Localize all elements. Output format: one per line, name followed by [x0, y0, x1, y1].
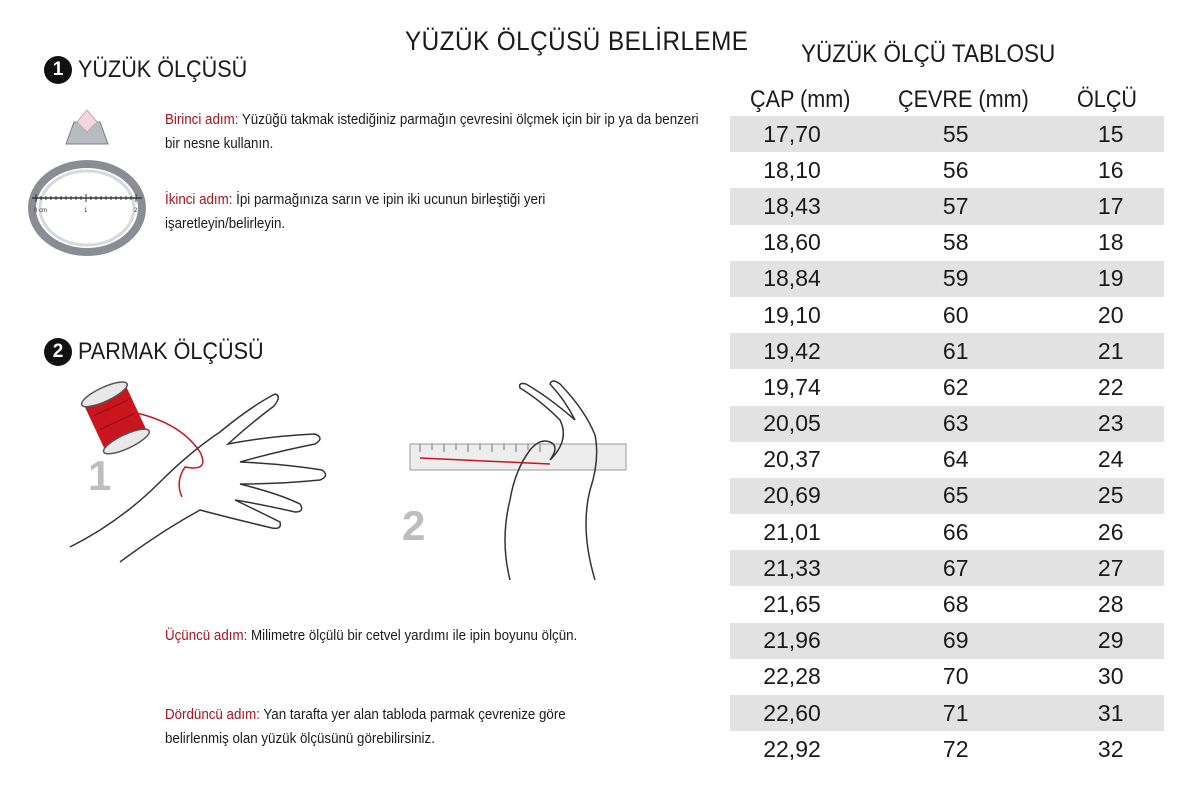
step-2-text: İpi parmağınıza sarın ve ipin iki ucunun birleştiği yeri işaretleyin/belirleyin. [165, 192, 546, 232]
section-1-title: YÜZÜK ÖLÇÜSÜ [78, 56, 248, 83]
diameter-cell: 22,28 [763, 663, 821, 690]
step-1-text: Yüzüğü takmak istediğiniz parmağın çevresini ölçmek için bir ip ya da benzeri bir nesne kullanın. [165, 112, 699, 152]
size-cell: 31 [1097, 699, 1124, 726]
size-cell: 22 [1097, 373, 1124, 400]
circumference-cell: 64 [942, 446, 969, 473]
size-cell: 23 [1097, 410, 1124, 437]
hand-step-2-number: 2 [402, 502, 426, 549]
circumference-cell: 60 [942, 301, 969, 328]
diameter-cell: 21,96 [763, 627, 821, 654]
step-4-text: Yan tarafta yer alan tabloda parmak çevrenize göre belirlenmiş olan yüzük ölçüsünü görebilirsiniz. [165, 707, 566, 747]
circumference-cell: 70 [942, 663, 969, 690]
table-row [730, 442, 1164, 478]
circumference-cell: 63 [942, 410, 969, 437]
section-1-number: 1 [44, 56, 72, 84]
circumference-cell: 55 [942, 120, 969, 147]
size-cell: 17 [1097, 192, 1124, 219]
size-cell: 32 [1097, 735, 1124, 762]
section-2-title: PARMAK ÖLÇÜSÜ [78, 338, 264, 365]
size-cell: 27 [1097, 554, 1124, 581]
table-row [730, 369, 1164, 405]
diameter-cell: 19,10 [763, 301, 821, 328]
diameter-cell: 20,05 [763, 410, 821, 437]
table-row [730, 623, 1164, 659]
diameter-cell: 19,74 [763, 373, 821, 400]
circumference-cell: 56 [942, 156, 969, 183]
table-row [730, 188, 1164, 224]
circumference-cell: 67 [942, 554, 969, 581]
size-cell: 21 [1097, 337, 1124, 364]
diameter-cell: 18,84 [763, 265, 821, 292]
hand-step-1-number: 1 [88, 452, 112, 499]
circumference-cell: 66 [942, 518, 969, 545]
table-row [730, 116, 1164, 152]
circumference-cell: 61 [942, 337, 969, 364]
section-2-heading [44, 338, 284, 366]
size-cell: 16 [1097, 156, 1124, 183]
step-3-text: Milimetre ölçülü bir cetvel yardımı ile ipin boyunu ölçün. [251, 628, 578, 644]
diameter-cell: 20,37 [763, 446, 821, 473]
diameter-cell: 21,33 [763, 554, 821, 581]
size-cell: 24 [1097, 446, 1124, 473]
circumference-cell: 69 [942, 627, 969, 654]
step-4-label: Dördüncü adım: [165, 707, 260, 723]
diameter-cell: 22,92 [763, 735, 821, 762]
circumference-cell: 71 [942, 699, 969, 726]
step-3 [165, 624, 597, 648]
circumference-cell: 59 [942, 265, 969, 292]
header-size: ÖLÇÜ [1077, 86, 1138, 113]
step-2-label: İkinci adım: [165, 192, 233, 208]
table-row [730, 406, 1164, 442]
diameter-cell: 20,69 [763, 482, 821, 509]
circumference-cell: 65 [942, 482, 969, 509]
circumference-cell: 58 [942, 229, 969, 256]
size-cell: 19 [1097, 265, 1124, 292]
diameter-cell: 21,01 [763, 518, 821, 545]
page-title: YÜZÜK ÖLÇÜSÜ BELİRLEME [405, 26, 749, 56]
table-row [730, 152, 1164, 188]
size-cell: 26 [1097, 518, 1124, 545]
size-cell: 30 [1097, 663, 1124, 690]
size-cell: 29 [1097, 627, 1124, 654]
table-row [730, 333, 1164, 369]
table-row [730, 225, 1164, 261]
diameter-cell: 21,65 [763, 591, 821, 618]
circumference-cell: 72 [942, 735, 969, 762]
circumference-cell: 62 [942, 373, 969, 400]
step-1 [165, 108, 708, 156]
table-row [730, 659, 1164, 695]
table-row [730, 261, 1164, 297]
step-4 [165, 703, 625, 751]
hand-thread-illustration [60, 372, 360, 582]
size-cell: 28 [1097, 591, 1124, 618]
size-cell: 15 [1097, 120, 1124, 147]
size-cell: 20 [1097, 301, 1124, 328]
step-2 [165, 188, 607, 236]
ruler-label-2: 2 [134, 208, 138, 214]
ruler-label-0: 0 cm [34, 208, 48, 214]
table-row [730, 478, 1164, 514]
header-diameter: ÇAP (mm) [750, 86, 851, 113]
size-table [730, 116, 1164, 767]
diameter-cell: 18,10 [763, 156, 821, 183]
header-circumference: ÇEVRE (mm) [898, 86, 1029, 113]
hand-ruler-illustration [400, 380, 640, 600]
table-row [730, 695, 1164, 731]
table-row [730, 297, 1164, 333]
ring-illustration [22, 108, 152, 258]
step-3-label: Üçüncü adım: [165, 628, 248, 644]
ruler-label-1: 1 [84, 208, 88, 214]
diameter-cell: 18,60 [763, 229, 821, 256]
diameter-cell: 19,42 [763, 337, 821, 364]
step-1-label: Birinci adım: [165, 112, 239, 128]
table-row [730, 550, 1164, 586]
size-cell: 18 [1097, 229, 1124, 256]
table-row [730, 586, 1164, 622]
diameter-cell: 17,70 [763, 120, 821, 147]
table-row [730, 514, 1164, 550]
circumference-cell: 57 [942, 192, 969, 219]
diameter-cell: 22,60 [763, 699, 821, 726]
section-1-heading [44, 56, 266, 84]
section-2-number: 2 [44, 338, 72, 366]
circumference-cell: 68 [942, 591, 969, 618]
table-title: YÜZÜK ÖLÇÜ TABLOSU [801, 40, 1056, 68]
table-row [730, 731, 1164, 767]
size-cell: 25 [1097, 482, 1124, 509]
diameter-cell: 18,43 [763, 192, 821, 219]
